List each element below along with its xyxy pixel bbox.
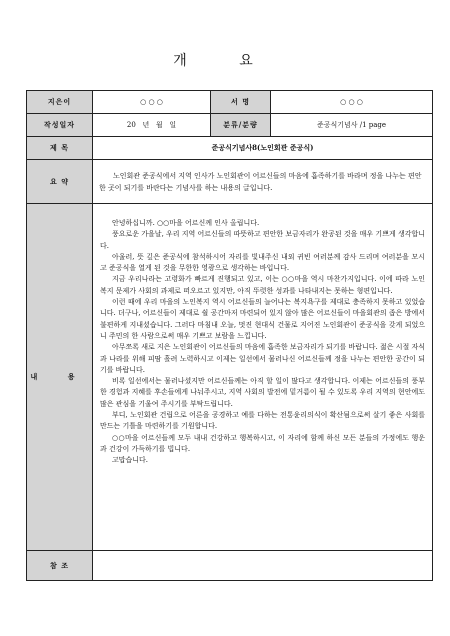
- date-value: 20 년 월 일: [93, 114, 211, 137]
- content-body: [93, 204, 433, 551]
- content-paragraph: 지금 우리나라는 고령화가 빠르게 진행되고 있고, 이는 ○○마을 역시 마찬가지입니다. 이에 따라 노인복지 문제가 사회의 과제로 떠오르고 있지만, 아직 뚜렷한 성과를 나타내지는 못하는 형편입니다.: [100, 275, 425, 295]
- category-label: 분류/분량: [211, 114, 271, 137]
- summary-label: 요 약: [27, 160, 93, 204]
- content-label: 내 용: [27, 204, 93, 551]
- content-paragraph: 아무쪼록 새로 지은 노인회관이 어르신들의 마음에 흡족한 보금자리가 되기를 바랍니다. 젊은 시절 자식과 나라를 위해 피땀 흘려 노력하시고 이제는 일선에서 물러나신 어르신들께 정을 나누는 편안한 공간이 되기를 바랍니다.: [100, 343, 425, 374]
- reference-label: 참 조: [27, 551, 93, 581]
- book-name-label: 서 명: [211, 91, 271, 114]
- date-label: 작성일자: [27, 114, 93, 137]
- category-value: 준공식기념사 /1 page: [271, 114, 433, 137]
- content-paragraph: ○○마을 어르신들께 모두 내내 건강하고 행복하시고, 이 자리에 함께 하신 모든 분들의 가정에도 행운과 건강이 가득하기를 빕니다.: [100, 433, 425, 453]
- reference-value: [93, 551, 433, 581]
- content-paragraph: 부디, 노인회관 건립으로 어른을 공경하고 예를 다하는 전통윤리의식이 확산됨으로써 살기 좋은 사회를 만드는 기틀을 마련하기를 기원합니다.: [100, 411, 425, 431]
- content-paragraph: 고맙습니다.: [112, 456, 149, 465]
- summary-value: 노인회관 준공식에서 지역 인사가 노인회관이 어르신들의 마음에 흡족하기를 바라며 정을 나누는 편안한 곳이 되기를 바란다는 기념사를 하는 내용의 글입니다.: [93, 160, 433, 204]
- page-title: 개 요: [173, 53, 277, 69]
- overview-form: [26, 90, 433, 581]
- author-label: 지은이: [27, 91, 93, 114]
- author-value: ○ ○ ○: [93, 91, 211, 114]
- content-paragraph: 비록 일선에서는 물러나셨지만 어르신들께는 아직 할 일이 많다고 생각합니다. 이제는 어르신들의 풍부한 경험과 지혜를 후손들에게 나눠주시고, 지역 사회의 발전에 밑거름이 될 수 있도록 우리 지역의 현안에도 많은 관심을 기울여 주시기를 부탁드립니다.: [100, 377, 425, 408]
- content-paragraph: 풍요로운 가을날, 우리 지역 어르신들의 따뜻하고 편안한 보금자리가 완공된 것을 매우 기쁘게 생각합니다.: [100, 230, 425, 250]
- content-paragraph: 안녕하십니까. ○○마을 어르신께 인사 올립니다.: [112, 219, 260, 227]
- title-value: 준공식기념사8(노인회관 준공식): [93, 137, 433, 160]
- content-paragraph: 아울러, 뜻 깊은 준공식에 참석하시어 자리를 빛내주신 내외 귀빈 여러분께 감사 드리며 여러분을 모시고 준공식을 열게 된 것을 무한한 영광으로 생각하는 바입니다.: [100, 252, 425, 273]
- content-paragraph: 이런 때에 우리 마을의 노인복지 역시 어르신들의 늘어나는 복지욕구를 제대로 충족하지 못하고 있었습니다. 더구나, 어르신들이 제대로 쉴 공간마저 마련되어 있지 않아 많은 어르신들이 마을회관의 좁은 방에서 불편하게 지내셨습니다. 그러다 마침내 오늘, 멋진 현대식 건물로 지어진 노인회관이 준공식을 갖게 되었으니 주민의 한 사람으로써 매우 기쁘고 보람을 느낍니다.: [100, 298, 425, 340]
- title-label: 제 목: [27, 137, 93, 160]
- book-name-value: ○ ○ ○: [271, 91, 433, 114]
